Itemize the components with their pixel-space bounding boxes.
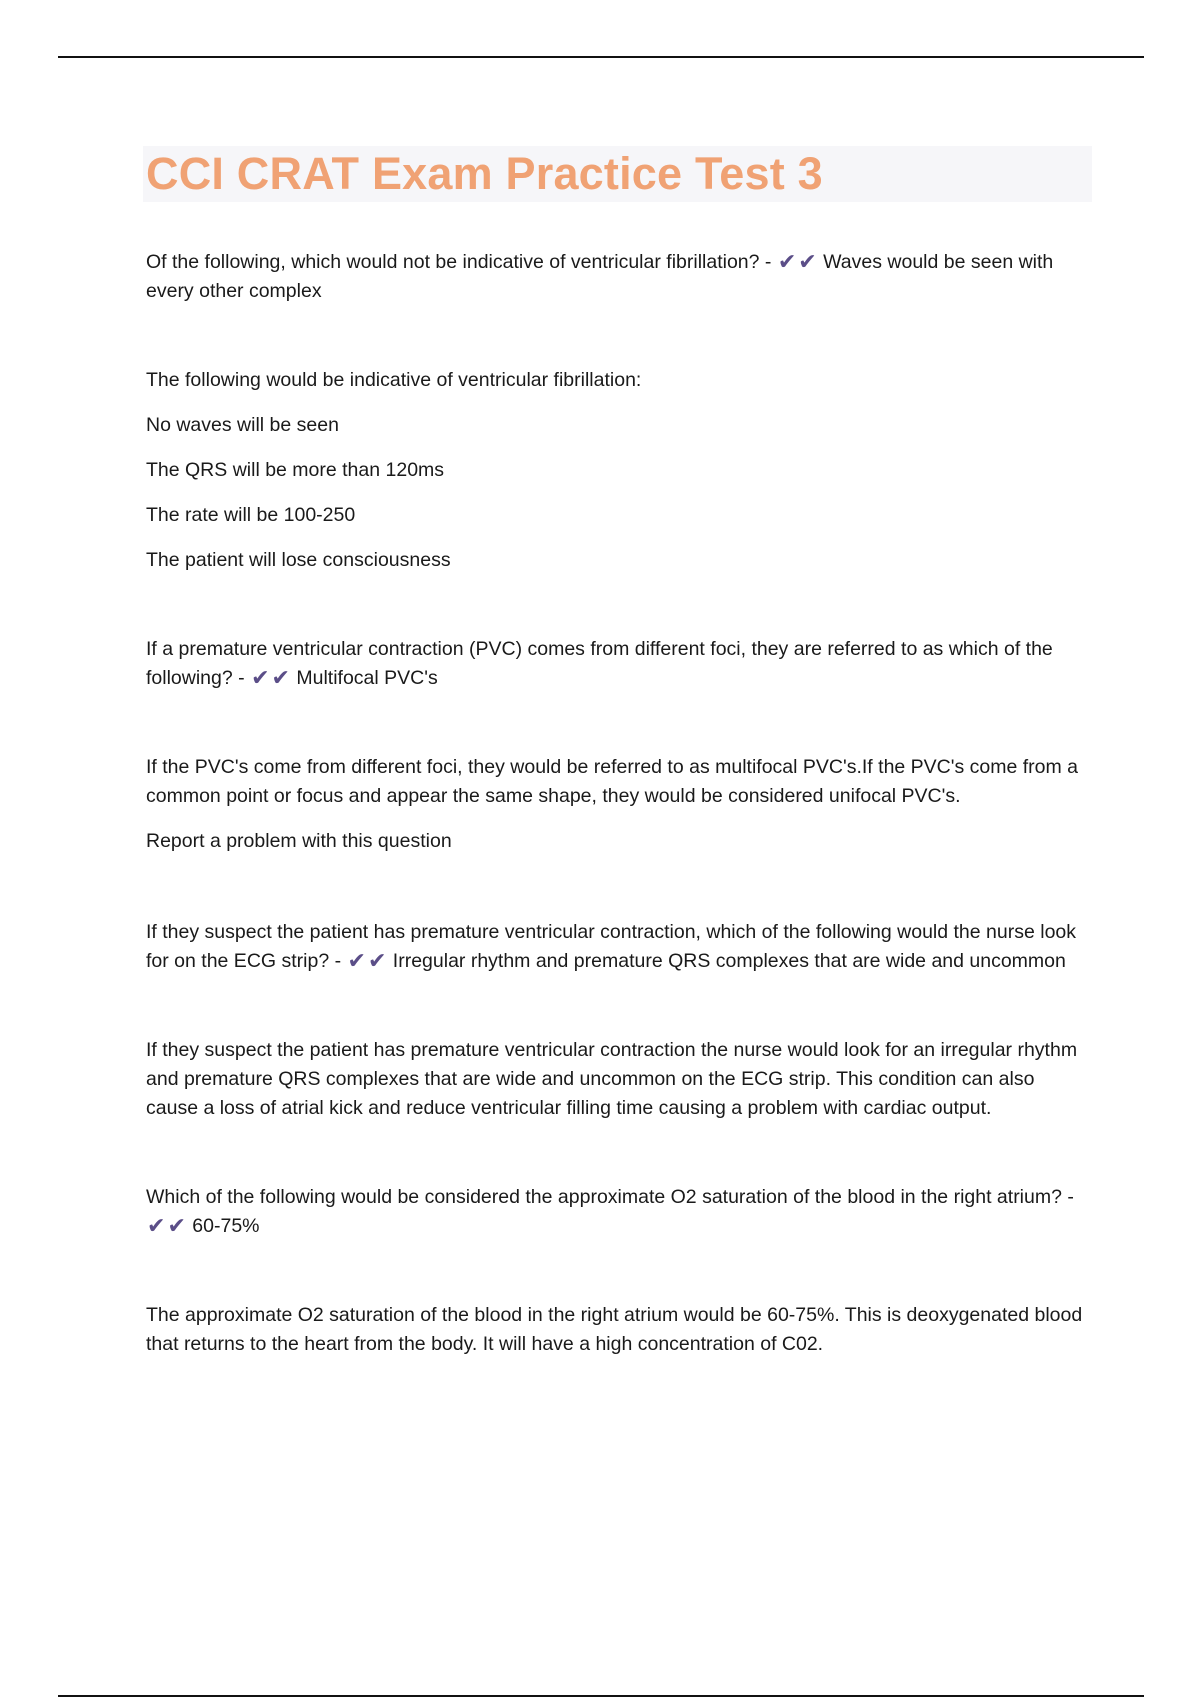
report-problem-link[interactable]: Report a problem with this question xyxy=(146,830,452,852)
check-icon: ✔ xyxy=(798,250,817,275)
explanation-intro: The following would be indicative of ventricular fibrillation: xyxy=(146,369,642,391)
question-3 xyxy=(146,918,1091,976)
answer-text: Multifocal PVC's xyxy=(296,667,438,689)
answer-text: 60-75% xyxy=(192,1215,260,1237)
question-1 xyxy=(146,248,1091,306)
question-text: Which of the following would be considered the approximate O2 saturation of the blood in the right atrium? - xyxy=(146,1186,1074,1208)
bottom-rule xyxy=(58,1695,1144,1697)
explanation-text: If they suspect the patient has premature ventricular contraction the nurse would look for an irregular rhythm and premature QRS complexes that are wide and uncommon on the ECG strip. This condition can also cause a loss of atrial kick and reduce ventricular filling time causing a problem with cardiac output. xyxy=(146,1039,1078,1119)
document-body xyxy=(146,248,1091,1375)
check-icon: ✔ xyxy=(167,1214,186,1239)
question-text: Of the following, which would not be indicative of ventricular fibrillation? - xyxy=(146,251,772,273)
list-item: The QRS will be more than 120ms xyxy=(146,459,445,481)
check-icon: ✔ xyxy=(347,949,366,974)
answer-text: Irregular rhythm and premature QRS complexes that are wide and uncommon xyxy=(392,950,1066,972)
document-title: CCI CRAT Exam Practice Test 3 xyxy=(146,148,823,199)
check-icon: ✔ xyxy=(777,250,797,275)
explanation-text: The approximate O2 saturation of the blood in the right atrium would be 60-75%. This is deoxygenated blood that returns to the heart from the body. It will have a high concentration of C02. xyxy=(146,1304,1083,1355)
check-icon: ✔ xyxy=(251,666,270,691)
check-icon: ✔ xyxy=(367,949,387,974)
list-item: The rate will be 100-250 xyxy=(146,504,356,526)
explanation-text: If the PVC's come from different foci, they would be referred to as multifocal PVC's.If the PVC's come from a common point or focus and appear the same shape, they would be considered unifocal PVC's. xyxy=(146,756,1079,807)
question-text: If they suspect the patient has premature ventricular contraction, which of the following would the nurse look for on the ECG strip? - xyxy=(146,921,1077,972)
check-icon: ✔ xyxy=(147,1214,166,1239)
question-4 xyxy=(146,1183,1091,1241)
list-item: The patient will lose consciousness xyxy=(146,549,451,571)
list-item: No waves will be seen xyxy=(146,414,339,436)
question-2 xyxy=(146,635,1091,693)
answer-text: Waves would be seen with every other complex xyxy=(146,251,1054,302)
question-text: If a premature ventricular contraction (PVC) comes from different foci, they are referred to as which of the following? - xyxy=(146,638,1053,689)
check-icon: ✔ xyxy=(271,666,290,691)
top-rule xyxy=(58,56,1144,58)
